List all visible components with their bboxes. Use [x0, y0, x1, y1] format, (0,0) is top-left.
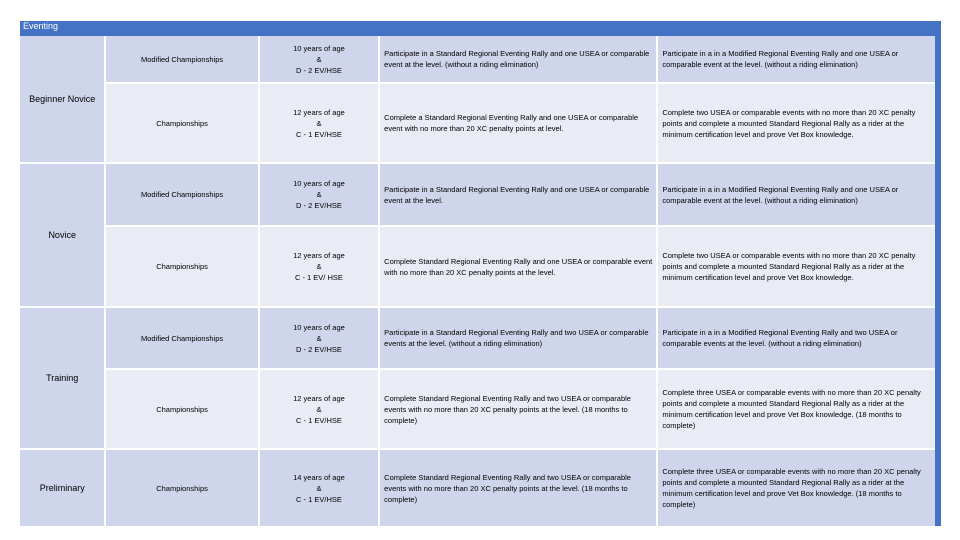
level-cell: Beginner Novice	[20, 36, 105, 163]
championship-cell: Championships	[105, 226, 258, 307]
eventing-requirements-table	[20, 36, 941, 528]
mounted-requirement-cell: Participate in a in a Modified Regional Eventing Rally and one USEA or comparable event at the level. (without a riding elimination)	[657, 36, 935, 83]
table-title: Eventing	[23, 21, 59, 31]
standard-requirement-cell: Participate in a Standard Regional Eventing Rally and one USEA or comparable event at the level. (without a riding elimination)	[379, 36, 657, 83]
mounted-requirement-cell: Participate in a in a Modified Regional Eventing Rally and two USEA or comparable events at the level. (without a riding elimination)	[657, 307, 935, 369]
table-row	[20, 36, 941, 83]
table-row	[20, 226, 941, 307]
table-row	[20, 83, 941, 163]
right-edge-bar	[935, 36, 941, 527]
age-cell: 12 years of age & C - 1 EV/HSE	[259, 83, 379, 163]
age-cell: 10 years of age & D - 2 EV/HSE	[259, 36, 379, 83]
level-cell: Novice	[20, 163, 105, 307]
table-header	[20, 21, 941, 36]
standard-requirement-cell: Participate in a Standard Regional Eventing Rally and one USEA or comparable event at the level.	[379, 163, 657, 226]
table-row	[20, 369, 941, 449]
age-cell: 12 years of age & C - 1 EV/ HSE	[259, 226, 379, 307]
level-cell: Training	[20, 307, 105, 449]
age-cell: 10 years of age & D - 2 EV/HSE	[259, 307, 379, 369]
mounted-requirement-cell: Complete three USEA or comparable events with no more than 20 XC penalty points and complete a mounted Standard Regional Rally as a rider at the minimum certification level and prove Vet Box knowledge. (18 months to complete)	[657, 369, 935, 449]
table-row	[20, 163, 941, 226]
age-cell: 14 years of age & C - 1 EV/HSE	[259, 449, 379, 527]
mounted-requirement-cell: Complete two USEA or comparable events with no more than 20 XC penalty points and complete a mounted Standard Regional Rally as a rider at the minimum certification level and prove Vet Box knowledge.	[657, 226, 935, 307]
standard-requirement-cell: Complete a Standard Regional Eventing Rally and one USEA or comparable event with no more than 20 XC penalty points at level.	[379, 83, 657, 163]
mounted-requirement-cell: Complete three USEA or comparable events with no more than 20 XC penalty points and complete a mounted Standard Regional Rally as a rider at the minimum certification level and prove Vet Box knowledge. (18 months to complete)	[657, 449, 935, 527]
championship-cell: Modified Championships	[105, 36, 258, 83]
mounted-requirement-cell: Complete two USEA or comparable events with no more than 20 XC penalty points and complete a mounted Standard Regional Rally as a rider at the minimum certification level and prove Vet Box knowledge.	[657, 83, 935, 163]
championship-cell: Championships	[105, 449, 258, 527]
championship-cell: Modified Championships	[105, 163, 258, 226]
mounted-requirement-cell: Participate in a in a Modified Regional Eventing Rally and one USEA or comparable event at the level. (without a riding elimination)	[657, 163, 935, 226]
age-cell: 10 years of age & D - 2 EV/HSE	[259, 163, 379, 226]
standard-requirement-cell: Complete Standard Regional Eventing Rally and two USEA or comparable events with no more than 20 XC penalty points at the level. (18 months to complete)	[379, 449, 657, 527]
age-cell: 12 years of age & C - 1 EV/HSE	[259, 369, 379, 449]
championship-cell: Championships	[105, 83, 258, 163]
level-cell: Preliminary	[20, 449, 105, 527]
championship-cell: Championships	[105, 369, 258, 449]
championship-cell: Modified Championships	[105, 307, 258, 369]
standard-requirement-cell: Participate in a Standard Regional Eventing Rally and two USEA or comparable events at the level. (without a riding elimination)	[379, 307, 657, 369]
standard-requirement-cell: Complete Standard Regional Eventing Rally and two USEA or comparable events with no more than 20 XC penalty points at the level. (18 months to complete)	[379, 369, 657, 449]
table-row	[20, 307, 941, 369]
table-row	[20, 449, 941, 527]
standard-requirement-cell: Complete Standard Regional Eventing Rally and one USEA or comparable event with no more than 20 XC penalty points at the level.	[379, 226, 657, 307]
